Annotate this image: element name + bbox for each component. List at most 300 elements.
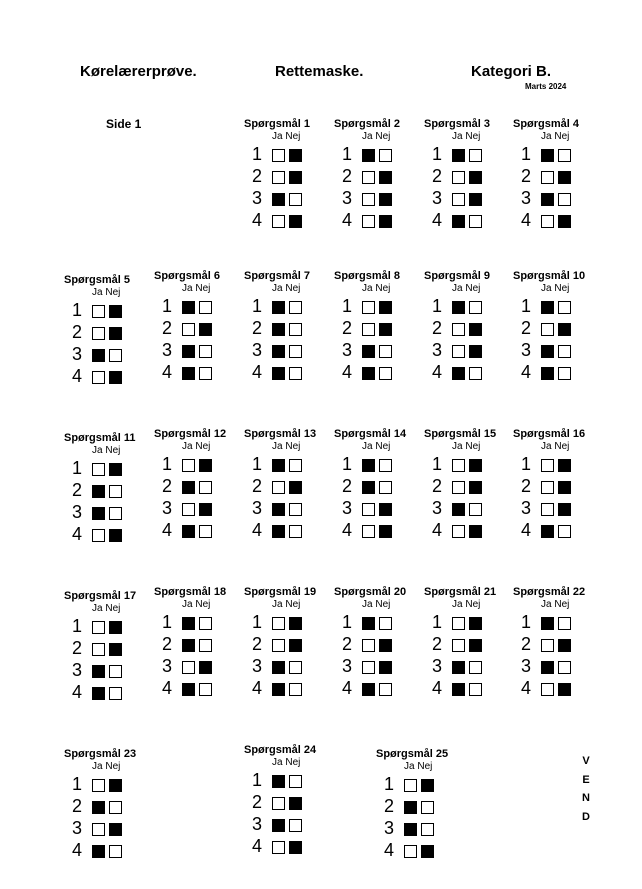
answer-row: [252, 363, 322, 383]
row-number: 1: [252, 144, 263, 164]
ja-label: Ja: [92, 603, 103, 614]
row-number: 1: [252, 454, 263, 474]
answer-row: [252, 477, 322, 497]
row-number: 3: [72, 660, 83, 680]
ja-checkbox: [541, 503, 554, 516]
nej-checkbox: [469, 683, 482, 696]
question-title: Spørgsmål 3: [424, 118, 491, 130]
answer-row: [384, 819, 454, 839]
answer-row: [342, 521, 412, 541]
row-number: 1: [162, 612, 173, 632]
ja-label: Ja: [272, 757, 283, 768]
answer-row: [72, 323, 142, 343]
ja-checkbox: [541, 481, 554, 494]
question-3: [424, 118, 520, 228]
row-number: 4: [72, 366, 83, 386]
nej-checkbox: [109, 463, 122, 476]
ja-checkbox: [362, 171, 375, 184]
ja-checkbox: [182, 661, 195, 674]
answer-row: [72, 617, 142, 637]
ja-nej-header: [541, 131, 569, 142]
row-number: 2: [72, 638, 83, 658]
nej-label: Nej: [417, 761, 433, 772]
ja-checkbox: [404, 779, 417, 792]
ja-nej-header: [272, 599, 300, 610]
answer-row: [72, 819, 142, 839]
ja-checkbox: [182, 617, 195, 630]
ja-nej-header: [541, 283, 569, 294]
ja-checkbox: [92, 349, 105, 362]
answer-row: [252, 145, 322, 165]
question-title: Spørgsmål 7: [244, 270, 311, 282]
answer-row: [521, 145, 591, 165]
title-center: Rettemaske.: [275, 63, 364, 80]
row-number: 4: [252, 210, 263, 230]
nej-checkbox: [289, 661, 302, 674]
answer-row: [384, 775, 454, 795]
nej-checkbox: [289, 683, 302, 696]
row-number: 2: [521, 476, 532, 496]
ja-label: Ja: [362, 131, 373, 142]
nej-label: Nej: [285, 283, 301, 294]
row-number: 3: [432, 656, 443, 676]
answer-row: [432, 341, 502, 361]
ja-checkbox: [452, 367, 465, 380]
answer-row: [432, 167, 502, 187]
row-number: 1: [72, 458, 83, 478]
ja-checkbox: [452, 481, 465, 494]
vend-letter: E: [582, 773, 590, 786]
nej-checkbox: [379, 149, 392, 162]
answer-row: [162, 363, 232, 383]
row-number: 2: [342, 166, 353, 186]
answer-row: [72, 525, 142, 545]
ja-checkbox: [182, 503, 195, 516]
ja-nej-header: [272, 283, 300, 294]
answer-row: [342, 297, 412, 317]
nej-checkbox: [109, 327, 122, 340]
row-number: 4: [521, 520, 532, 540]
nej-checkbox: [379, 503, 392, 516]
nej-checkbox: [558, 171, 571, 184]
nej-checkbox: [109, 371, 122, 384]
question-title: Spørgsmål 24: [244, 744, 317, 756]
ja-checkbox: [452, 323, 465, 336]
question-18: [154, 586, 250, 696]
row-number: 2: [432, 634, 443, 654]
question-title: Spørgsmål 9: [424, 270, 491, 282]
nej-checkbox: [558, 459, 571, 472]
row-number: 2: [432, 318, 443, 338]
answer-row: [162, 319, 232, 339]
row-number: 3: [342, 340, 353, 360]
answer-row: [432, 145, 502, 165]
nej-checkbox: [558, 367, 571, 380]
nej-checkbox: [289, 301, 302, 314]
nej-checkbox: [379, 617, 392, 630]
nej-label: Nej: [465, 131, 481, 142]
row-number: 2: [252, 166, 263, 186]
vend-letter: N: [582, 792, 590, 804]
nej-label: Nej: [285, 441, 301, 452]
row-number: 4: [521, 678, 532, 698]
row-number: 2: [252, 634, 263, 654]
nej-checkbox: [379, 459, 392, 472]
ja-label: Ja: [541, 283, 552, 294]
nej-checkbox: [289, 841, 302, 854]
question-22: [513, 586, 609, 696]
row-number: 2: [521, 166, 532, 186]
row-number: 2: [521, 634, 532, 654]
answer-row: [342, 499, 412, 519]
row-number: 4: [342, 362, 353, 382]
nej-checkbox: [199, 683, 212, 696]
answer-row: [72, 683, 142, 703]
answer-row: [432, 297, 502, 317]
vend-letter: V: [582, 755, 590, 767]
ja-checkbox: [362, 525, 375, 538]
answer-row: [72, 301, 142, 321]
ja-label: Ja: [182, 283, 193, 294]
ja-checkbox: [272, 661, 285, 674]
ja-checkbox: [182, 481, 195, 494]
answer-row: [521, 477, 591, 497]
ja-label: Ja: [92, 287, 103, 298]
nej-label: Nej: [105, 603, 121, 614]
question-title: Spørgsmål 18: [154, 586, 227, 598]
answer-row: [521, 455, 591, 475]
nej-checkbox: [109, 485, 122, 498]
row-number: 3: [432, 498, 443, 518]
nej-checkbox: [109, 529, 122, 542]
question-14: [334, 428, 430, 538]
row-number: 2: [342, 318, 353, 338]
row-number: 3: [252, 188, 263, 208]
question-title: Spørgsmål 17: [64, 590, 137, 602]
ja-checkbox: [362, 617, 375, 630]
nej-checkbox: [289, 503, 302, 516]
vend-letter: D: [582, 810, 590, 823]
question-title: Spørgsmål 19: [244, 586, 317, 598]
ja-checkbox: [452, 639, 465, 652]
answer-row: [521, 167, 591, 187]
answer-row: [432, 363, 502, 383]
answer-row: [252, 521, 322, 541]
answer-row: [342, 145, 412, 165]
ja-nej-header: [541, 599, 569, 610]
nej-checkbox: [379, 171, 392, 184]
ja-checkbox: [272, 775, 285, 788]
ja-checkbox: [362, 367, 375, 380]
ja-checkbox: [362, 345, 375, 358]
nej-checkbox: [469, 345, 482, 358]
nej-label: Nej: [105, 761, 121, 772]
question-21: [424, 586, 520, 696]
row-number: 2: [342, 476, 353, 496]
nej-label: Nej: [375, 599, 391, 610]
ja-nej-header: [272, 441, 300, 452]
answer-row: [72, 639, 142, 659]
row-number: 3: [384, 818, 395, 838]
answer-row: [342, 341, 412, 361]
ja-checkbox: [541, 323, 554, 336]
nej-checkbox: [379, 683, 392, 696]
nej-checkbox: [289, 481, 302, 494]
ja-checkbox: [541, 171, 554, 184]
ja-checkbox: [92, 327, 105, 340]
ja-checkbox: [452, 149, 465, 162]
row-number: 4: [72, 682, 83, 702]
nej-checkbox: [289, 617, 302, 630]
row-number: 4: [162, 678, 173, 698]
answer-row: [384, 797, 454, 817]
ja-checkbox: [541, 525, 554, 538]
nej-label: Nej: [554, 441, 570, 452]
nej-label: Nej: [195, 441, 211, 452]
nej-checkbox: [558, 149, 571, 162]
answer-row: [432, 455, 502, 475]
nej-checkbox: [289, 345, 302, 358]
vend-label: [581, 752, 591, 826]
nej-checkbox: [199, 345, 212, 358]
ja-label: Ja: [182, 599, 193, 610]
ja-checkbox: [272, 617, 285, 630]
question-title: Spørgsmål 16: [513, 428, 586, 440]
nej-label: Nej: [195, 599, 211, 610]
answer-row: [521, 657, 591, 677]
nej-checkbox: [379, 639, 392, 652]
ja-checkbox: [452, 617, 465, 630]
ja-checkbox: [362, 193, 375, 206]
nej-checkbox: [109, 845, 122, 858]
row-number: 2: [342, 634, 353, 654]
ja-nej-header: [362, 441, 390, 452]
answer-row: [162, 455, 232, 475]
question-title: Spørgsmål 4: [513, 118, 580, 130]
ja-checkbox: [92, 687, 105, 700]
nej-checkbox: [469, 149, 482, 162]
ja-checkbox: [362, 215, 375, 228]
answer-row: [252, 189, 322, 209]
nej-checkbox: [289, 149, 302, 162]
ja-checkbox: [272, 841, 285, 854]
nej-checkbox: [379, 661, 392, 674]
question-title: Spørgsmål 12: [154, 428, 227, 440]
answer-row: [162, 499, 232, 519]
ja-nej-header: [182, 441, 210, 452]
answer-row: [252, 793, 322, 813]
nej-checkbox: [289, 525, 302, 538]
answer-row: [521, 521, 591, 541]
ja-checkbox: [92, 845, 105, 858]
ja-checkbox: [541, 683, 554, 696]
nej-label: Nej: [375, 441, 391, 452]
ja-checkbox: [92, 371, 105, 384]
ja-nej-header: [404, 761, 432, 772]
nej-checkbox: [379, 323, 392, 336]
ja-checkbox: [182, 323, 195, 336]
question-5: [64, 274, 160, 384]
nej-checkbox: [469, 639, 482, 652]
ja-checkbox: [362, 481, 375, 494]
ja-checkbox: [272, 301, 285, 314]
ja-nej-header: [362, 283, 390, 294]
nej-checkbox: [558, 215, 571, 228]
row-number: 4: [432, 210, 443, 230]
nej-checkbox: [289, 193, 302, 206]
nej-checkbox: [199, 639, 212, 652]
answer-row: [521, 363, 591, 383]
ja-checkbox: [362, 683, 375, 696]
ja-nej-header: [362, 131, 390, 142]
ja-nej-header: [452, 131, 480, 142]
row-number: 4: [252, 362, 263, 382]
ja-checkbox: [272, 171, 285, 184]
question-title: Spørgsmål 6: [154, 270, 221, 282]
answer-row: [342, 319, 412, 339]
row-number: 2: [252, 318, 263, 338]
ja-checkbox: [452, 683, 465, 696]
row-number: 2: [162, 318, 173, 338]
row-number: 1: [342, 454, 353, 474]
row-number: 1: [252, 296, 263, 316]
nej-checkbox: [109, 687, 122, 700]
answer-row: [162, 635, 232, 655]
ja-checkbox: [404, 801, 417, 814]
ja-checkbox: [272, 525, 285, 538]
question-7: [244, 270, 340, 380]
row-number: 3: [72, 344, 83, 364]
nej-checkbox: [199, 481, 212, 494]
row-number: 1: [521, 454, 532, 474]
ja-checkbox: [182, 301, 195, 314]
nej-checkbox: [558, 661, 571, 674]
nej-label: Nej: [285, 131, 301, 142]
row-number: 4: [342, 210, 353, 230]
row-number: 2: [72, 796, 83, 816]
answer-row: [252, 679, 322, 699]
ja-checkbox: [452, 301, 465, 314]
nej-checkbox: [469, 661, 482, 674]
ja-nej-header: [362, 599, 390, 610]
nej-checkbox: [199, 525, 212, 538]
ja-checkbox: [362, 503, 375, 516]
ja-label: Ja: [272, 441, 283, 452]
answer-row: [432, 499, 502, 519]
question-title: Spørgsmål 1: [244, 118, 311, 130]
ja-nej-header: [182, 283, 210, 294]
ja-label: Ja: [362, 441, 373, 452]
ja-checkbox: [272, 819, 285, 832]
row-number: 1: [162, 454, 173, 474]
row-number: 1: [72, 774, 83, 794]
nej-checkbox: [469, 301, 482, 314]
answer-row: [162, 657, 232, 677]
ja-label: Ja: [541, 131, 552, 142]
answer-row: [342, 167, 412, 187]
ja-checkbox: [362, 323, 375, 336]
answer-row: [162, 613, 232, 633]
row-number: 4: [521, 362, 532, 382]
row-number: 3: [72, 502, 83, 522]
ja-checkbox: [541, 639, 554, 652]
row-number: 2: [432, 166, 443, 186]
ja-checkbox: [452, 345, 465, 358]
row-number: 3: [162, 340, 173, 360]
ja-checkbox: [92, 529, 105, 542]
row-number: 1: [521, 296, 532, 316]
nej-checkbox: [469, 481, 482, 494]
ja-checkbox: [404, 845, 417, 858]
question-title: Spørgsmål 8: [334, 270, 401, 282]
ja-checkbox: [452, 661, 465, 674]
answer-row: [252, 815, 322, 835]
ja-checkbox: [452, 171, 465, 184]
nej-checkbox: [199, 503, 212, 516]
nej-checkbox: [379, 301, 392, 314]
ja-checkbox: [92, 463, 105, 476]
nej-label: Nej: [105, 445, 121, 456]
ja-checkbox: [272, 149, 285, 162]
nej-label: Nej: [285, 757, 301, 768]
nej-checkbox: [289, 215, 302, 228]
nej-checkbox: [289, 639, 302, 652]
row-number: 3: [162, 498, 173, 518]
nej-label: Nej: [285, 599, 301, 610]
row-number: 4: [162, 520, 173, 540]
row-number: 4: [72, 524, 83, 544]
answer-row: [252, 635, 322, 655]
answer-row: [342, 657, 412, 677]
nej-label: Nej: [465, 599, 481, 610]
ja-label: Ja: [92, 445, 103, 456]
row-number: 1: [162, 296, 173, 316]
nej-checkbox: [109, 643, 122, 656]
answer-row: [252, 297, 322, 317]
row-number: 1: [432, 144, 443, 164]
answer-row: [162, 477, 232, 497]
nej-checkbox: [469, 171, 482, 184]
row-number: 2: [252, 476, 263, 496]
nej-label: Nej: [554, 599, 570, 610]
answer-row: [72, 503, 142, 523]
answer-row: [432, 679, 502, 699]
row-number: 3: [521, 498, 532, 518]
nej-checkbox: [199, 301, 212, 314]
question-13: [244, 428, 340, 538]
nej-checkbox: [379, 193, 392, 206]
question-title: Spørgsmål 22: [513, 586, 586, 598]
nej-checkbox: [558, 617, 571, 630]
question-15: [424, 428, 520, 538]
question-24: [244, 744, 340, 854]
row-number: 3: [432, 188, 443, 208]
row-number: 2: [432, 476, 443, 496]
row-number: 1: [252, 770, 263, 790]
nej-checkbox: [469, 215, 482, 228]
ja-label: Ja: [452, 131, 463, 142]
nej-checkbox: [379, 345, 392, 358]
ja-label: Ja: [272, 131, 283, 142]
answer-row: [432, 319, 502, 339]
ja-checkbox: [541, 367, 554, 380]
row-number: 1: [342, 144, 353, 164]
ja-checkbox: [92, 621, 105, 634]
row-number: 2: [252, 792, 263, 812]
ja-checkbox: [272, 683, 285, 696]
answer-row: [162, 297, 232, 317]
ja-label: Ja: [92, 761, 103, 772]
